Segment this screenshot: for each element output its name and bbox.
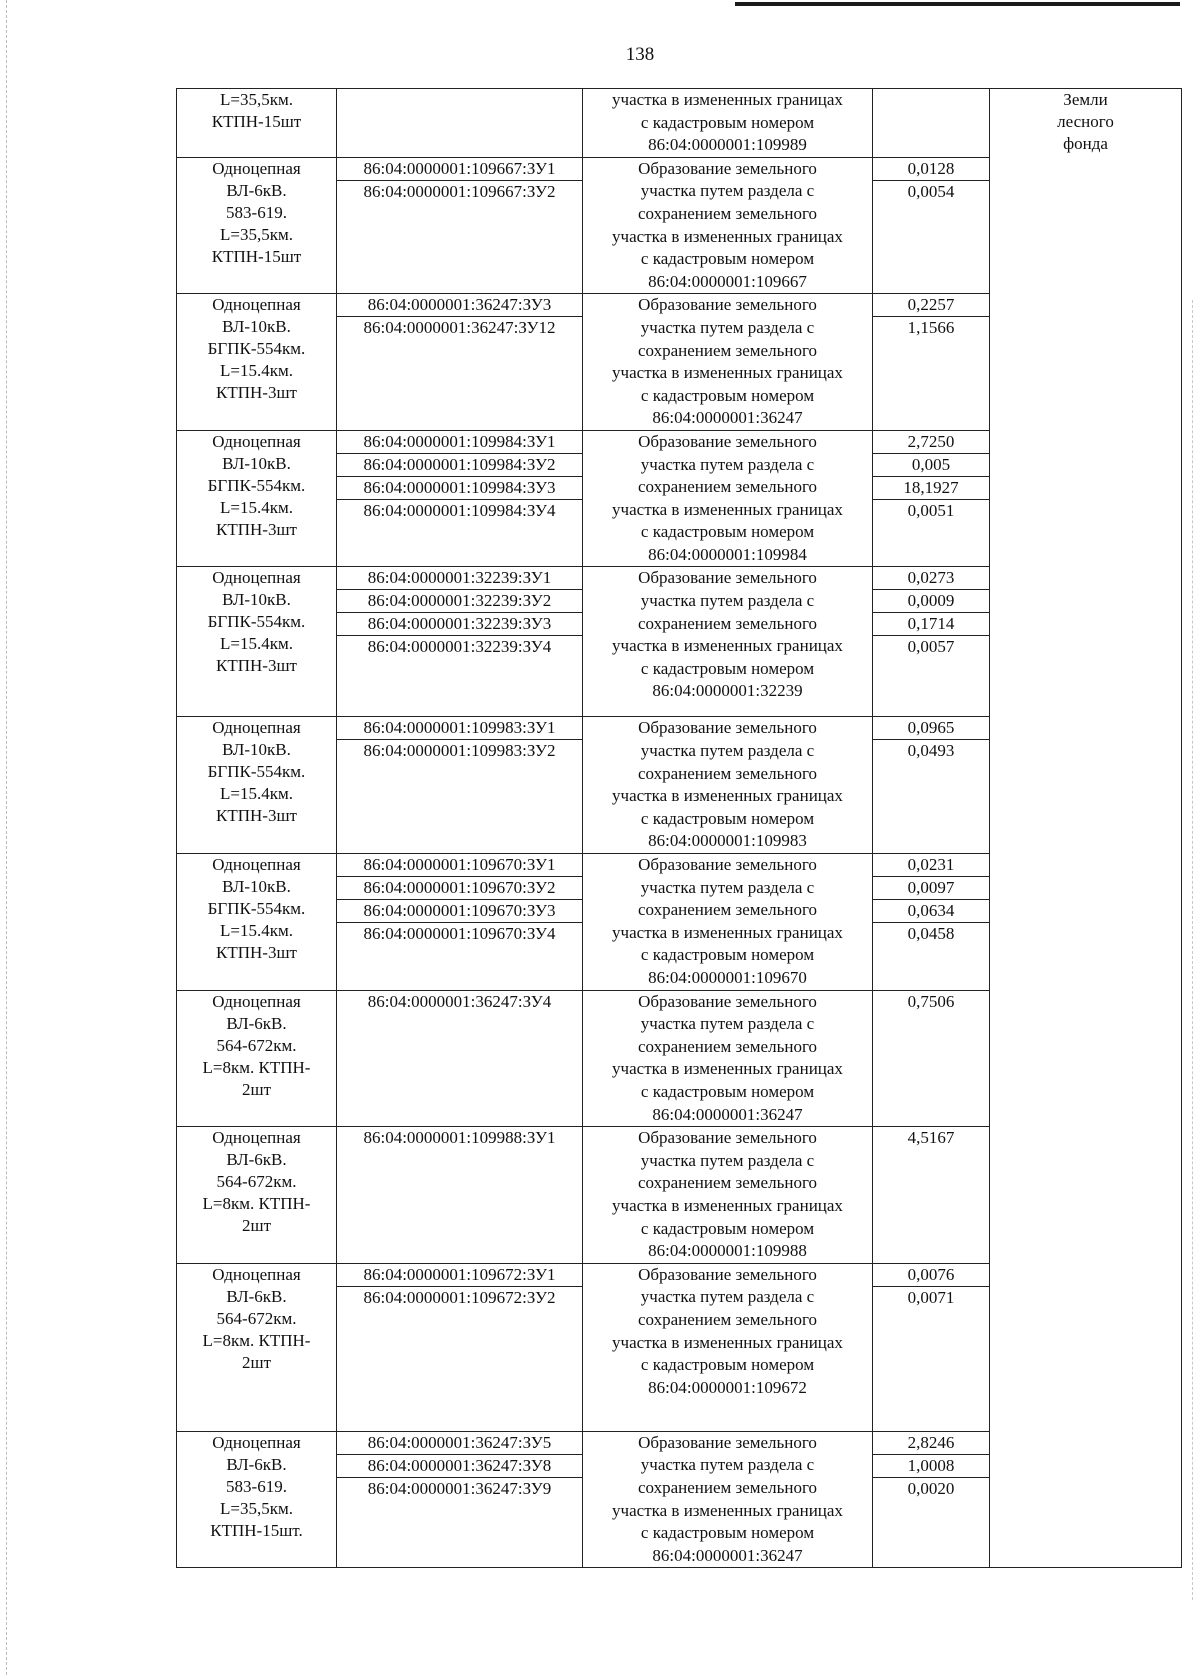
purpose-text: сохранением земельного [637,203,817,223]
purpose-cell [583,294,873,431]
line-description-text: Одноцепная [212,855,301,875]
purpose-text: с кадастровым номером [640,249,815,269]
line-description-text: ВЛ-6кВ. [226,1013,287,1033]
cadastral-lots-cell [337,89,583,158]
cadastral-lot-number: 86:04:0000001:109672:ЗУ1 [337,1264,582,1287]
purpose-text: 86:04:0000001:109988 [648,1241,807,1261]
cadastral-lot-number: 86:04:0000001:109672:ЗУ2 [363,1287,556,1307]
purpose-text: участка путем раздела с [640,591,815,611]
purpose-text: Образование земельного [638,431,817,451]
purpose-text: с кадастровым номером [640,112,815,132]
area-cell [873,294,990,431]
line-description-cell [177,1263,337,1431]
area-value: 0,0231 [873,854,989,877]
line-description-text: Одноцепная [212,568,301,588]
cadastral-lot-number: 86:04:0000001:36247:ЗУ9 [367,1478,552,1498]
line-description-text: Одноцепная [212,991,301,1011]
purpose-text: участка в измененных границах [612,1500,843,1520]
area-value: 0,0071 [907,1287,955,1307]
purpose-text: Образование земельного [638,158,817,178]
line-description-text: БГПК-554км. [207,612,306,632]
purpose-text: 86:04:0000001:109670 [648,968,807,987]
area-cell [873,567,990,717]
area-value: 0,0273 [873,567,989,590]
purpose-text: участка путем раздела с [640,877,815,897]
purpose-text: Образование земельного [638,295,817,315]
line-description-cell [177,567,337,717]
cadastral-lot-number: 86:04:0000001:32239:ЗУ3 [337,613,582,636]
line-description-text: L=8км. КТПН- [202,1330,311,1350]
line-description-text: L=35,5км. [220,1498,293,1518]
purpose-text: сохранением земельного [637,1173,817,1193]
area-value: 0,2257 [873,294,989,317]
purpose-text: участка в измененных границах [612,226,843,246]
line-description-cell [177,294,337,431]
line-description-cell [177,1431,337,1568]
line-description-text: Одноцепная [212,718,301,738]
area-value: 0,0458 [907,924,955,944]
purpose-text: участка путем раздела с [640,741,815,761]
purpose-text: с кадастровым номером [640,385,815,405]
cadastral-lot-number: 86:04:0000001:36247:ЗУ8 [337,1455,582,1478]
line-description-text: ВЛ-10кВ. [222,877,291,897]
purpose-text: сохранением земельного [637,477,817,497]
purpose-text: участка путем раздела с [640,1014,815,1034]
cadastral-lot-number: 86:04:0000001:109983:ЗУ1 [337,717,582,740]
purpose-text: участка путем раздела с [640,317,815,337]
purpose-cell [583,567,873,717]
purpose-text: 86:04:0000001:109989 [648,135,807,155]
line-description-text: 564-672км. [216,1035,297,1055]
area-cell [873,1127,990,1264]
area-value: 1,1566 [907,318,955,338]
area-value: 0,0009 [873,590,989,613]
cadastral-lot-number: 86:04:0000001:109670:ЗУ3 [337,900,582,923]
table-body [177,89,1182,1568]
purpose-text: с кадастровым номером [640,1081,815,1101]
area-value: 0,0097 [873,877,989,900]
line-description-text: Одноцепная [212,1128,301,1148]
cadastral-lots-cell [337,567,583,717]
area-value: 0,0051 [907,500,955,520]
purpose-text: Образование земельного [638,718,817,738]
cadastral-lot-number: 86:04:0000001:109988:ЗУ1 [363,1128,556,1148]
area-cell [873,717,990,854]
purpose-text: участка путем раздела с [640,181,815,201]
line-description-text: L=15.4км. [220,497,293,517]
purpose-text: 86:04:0000001:109984 [648,544,807,564]
purpose-text: 86:04:0000001:36247 [652,408,803,428]
purpose-text: с кадастровым номером [640,945,815,965]
purpose-text: 86:04:0000001:32239 [652,681,803,701]
line-description-text: L=8км. КТПН- [202,1194,311,1214]
cadastral-lots-cell [337,157,583,294]
land-category-text: фонда [1063,134,1108,153]
line-description-text: Одноцепная [212,431,301,451]
line-description-text: КТПН-3шт [216,943,297,963]
line-description-cell [177,157,337,294]
cadastral-lot-number: 86:04:0000001:32239:ЗУ2 [337,590,582,613]
area-value: 0,0493 [907,741,955,761]
line-description-cell [177,89,337,158]
line-description-text: КТПН-3шт [216,656,297,676]
purpose-text: 86:04:0000001:109983 [648,831,807,851]
line-description-text: Одноцепная [212,295,301,315]
line-description-text: L=15.4км. [220,784,293,804]
land-category-text: Земли [1063,90,1108,109]
purpose-text: участка путем раздела с [640,1287,815,1307]
line-description-text: ВЛ-10кВ. [222,740,291,760]
cadastral-lot-number: 86:04:0000001:109667:ЗУ2 [363,181,556,201]
line-description-text: КТПН-3шт [216,383,297,403]
cadastral-lots-cell [337,430,583,567]
cadastral-lots-cell [337,854,583,991]
line-description-text: ВЛ-10кВ. [222,590,291,610]
area-cell [873,157,990,294]
area-value: 0,7506 [907,991,955,1011]
line-description-text: ВЛ-10кВ. [222,453,291,473]
purpose-text: 86:04:0000001:109672 [648,1377,807,1397]
purpose-text: Образование земельного [638,1432,817,1452]
purpose-text: участка в измененных границах [612,636,843,656]
purpose-text: Образование земельного [638,568,817,588]
area-value: 0,0965 [873,717,989,740]
line-description-text: L=8км. КТПН- [202,1057,311,1077]
purpose-text: участка путем раздела с [640,1150,815,1170]
line-description-text: БГПК-554км. [207,475,306,495]
purpose-text: участка в измененных границах [612,363,843,383]
purpose-text: участка в измененных границах [612,499,843,519]
purpose-text: с кадастровым номером [640,808,815,828]
purpose-text: участка путем раздела с [640,454,815,474]
cadastral-lot-number: 86:04:0000001:109670:ЗУ2 [337,877,582,900]
area-value: 4,5167 [907,1128,955,1148]
cadastral-lot-number: 86:04:0000001:32239:ЗУ4 [367,637,552,657]
purpose-text: с кадастровым номером [640,1523,815,1543]
area-cell [873,1263,990,1431]
purpose-text: участка в измененных границах [612,1332,843,1352]
cadastral-lot-number: 86:04:0000001:32239:ЗУ1 [337,567,582,590]
purpose-text: Образование земельного [638,1128,817,1148]
cadastral-lot-number: 86:04:0000001:36247:ЗУ12 [363,318,556,338]
area-cell [873,1431,990,1568]
line-description-cell [177,430,337,567]
cadastral-lot-number: 86:04:0000001:36247:ЗУ5 [337,1432,582,1455]
land-plots-table [176,88,1182,1568]
purpose-text: участка в измененных границах [612,1059,843,1079]
page-number: 138 [625,44,655,65]
land-category-cell [990,89,1182,1568]
line-description-text: L=15.4км. [220,921,293,941]
cadastral-lots-cell [337,1431,583,1568]
area-value: 0,1714 [873,613,989,636]
purpose-text: сохранением земельного [637,1477,817,1497]
purpose-text: Образование земельного [638,991,817,1011]
line-description-text: L=15.4км. [220,361,293,381]
line-description-text: КТПН-3шт [216,806,297,826]
cadastral-lot-number: 86:04:0000001:109670:ЗУ4 [363,924,556,944]
purpose-text: сохранением земельного [637,1036,817,1056]
area-value: 0,0076 [873,1264,989,1287]
line-description-cell [177,717,337,854]
purpose-cell [583,1263,873,1431]
purpose-cell [583,1431,873,1568]
purpose-text: сохранением земельного [637,340,817,360]
line-description-text: 564-672км. [216,1172,297,1192]
cadastral-lot-number: 86:04:0000001:36247:ЗУ3 [337,294,582,317]
line-description-text: ВЛ-6кВ. [226,1286,287,1306]
purpose-text: 86:04:0000001:36247 [652,1104,803,1124]
purpose-cell [583,717,873,854]
line-description-text: 2шт [241,1079,272,1099]
purpose-text: 86:04:0000001:109667 [648,271,807,291]
cadastral-lot-number: 86:04:0000001:109984:ЗУ4 [363,500,556,520]
line-description-text: L=15.4км. [220,634,293,654]
cadastral-lot-number: 86:04:0000001:109983:ЗУ2 [363,741,556,761]
cadastral-lots-cell [337,1127,583,1264]
line-description-text: БГПК-554км. [207,339,306,359]
line-description-text: Одноцепная [212,158,301,178]
scan-edge-left [6,0,8,1675]
area-cell [873,89,990,158]
purpose-text: участка в измененных границах [612,1195,843,1215]
area-value: 0,005 [873,454,989,477]
line-description-cell [177,990,337,1127]
cadastral-lot-number: 86:04:0000001:36247:ЗУ4 [367,991,552,1011]
area-value: 0,0128 [873,158,989,181]
table-row [177,89,1182,158]
cadastral-lots-cell [337,1263,583,1431]
line-description-text: 564-672км. [216,1308,297,1328]
area-value: 18,1927 [873,477,989,500]
purpose-cell [583,1127,873,1264]
line-description-cell [177,1127,337,1264]
line-description-text: КТПН-15шт. [210,1520,303,1540]
area-cell [873,854,990,991]
area-value: 1,0008 [873,1455,989,1478]
area-value: 0,0020 [907,1478,955,1498]
line-description-text: Одноцепная [212,1432,301,1452]
cadastral-lot-number: 86:04:0000001:109670:ЗУ1 [337,854,582,877]
cadastral-lot-number: 86:04:0000001:109667:ЗУ1 [337,158,582,181]
line-description-text: 2шт [241,1352,272,1372]
purpose-text: участка в измененных границах [612,90,843,109]
line-description-text: L=35,5км. [220,224,293,244]
purpose-cell [583,990,873,1127]
purpose-text: с кадастровым номером [640,658,815,678]
cadastral-lots-cell [337,990,583,1127]
purpose-text: участка в измененных границах [612,786,843,806]
purpose-text: сохранением земельного [637,763,817,783]
area-value: 0,0634 [873,900,989,923]
line-description-text: КТПН-15шт [211,246,302,266]
line-description-text: L=35,5км. [220,90,293,109]
line-description-text: Одноцепная [212,1264,301,1284]
line-description-text: 2шт [241,1216,272,1236]
cadastral-lot-number: 86:04:0000001:109984:ЗУ3 [337,477,582,500]
line-description-text: ВЛ-6кВ. [226,1454,287,1474]
cadastral-lots-cell [337,294,583,431]
purpose-cell [583,854,873,991]
area-value: 0,0054 [907,181,955,201]
purpose-text: Образование земельного [638,1264,817,1284]
area-cell [873,990,990,1127]
purpose-cell [583,89,873,158]
line-description-text: БГПК-554км. [207,899,306,919]
area-value: 2,7250 [873,431,989,454]
top-edge-rule [735,2,1180,6]
cadastral-lot-number: 86:04:0000001:109984:ЗУ1 [337,431,582,454]
purpose-text: с кадастровым номером [640,1218,815,1238]
purpose-text: участка в измененных границах [612,922,843,942]
purpose-text: сохранением земельного [637,900,817,920]
purpose-text: Образование земельного [638,855,817,875]
line-description-text: ВЛ-6кВ. [226,1150,287,1170]
purpose-cell [583,430,873,567]
scan-edge-right [1192,300,1194,1600]
purpose-text: участка путем раздела с [640,1455,815,1475]
line-description-text: ВЛ-10кВ. [222,317,291,337]
area-value: 2,8246 [873,1432,989,1455]
purpose-text: сохранением земельного [637,1309,817,1329]
purpose-text: сохранением земельного [637,613,817,633]
line-description-text: ВЛ-6кВ. [226,180,287,200]
area-cell [873,430,990,567]
purpose-text: с кадастровым номером [640,1355,815,1375]
line-description-text: 583-619. [226,202,287,222]
line-description-text: 583-619. [226,1476,287,1496]
line-description-text: КТПН-3шт [216,519,297,539]
line-description-text: КТПН-15шт [211,112,302,131]
purpose-text: 86:04:0000001:36247 [652,1545,803,1565]
line-description-cell [177,854,337,991]
area-value: 0,0057 [907,637,955,657]
line-description-text: БГПК-554км. [207,762,306,782]
purpose-text: с кадастровым номером [640,522,815,542]
purpose-cell [583,157,873,294]
cadastral-lot-number: 86:04:0000001:109984:ЗУ2 [337,454,582,477]
land-category-text: лесного [1057,112,1114,131]
cadastral-lots-cell [337,717,583,854]
